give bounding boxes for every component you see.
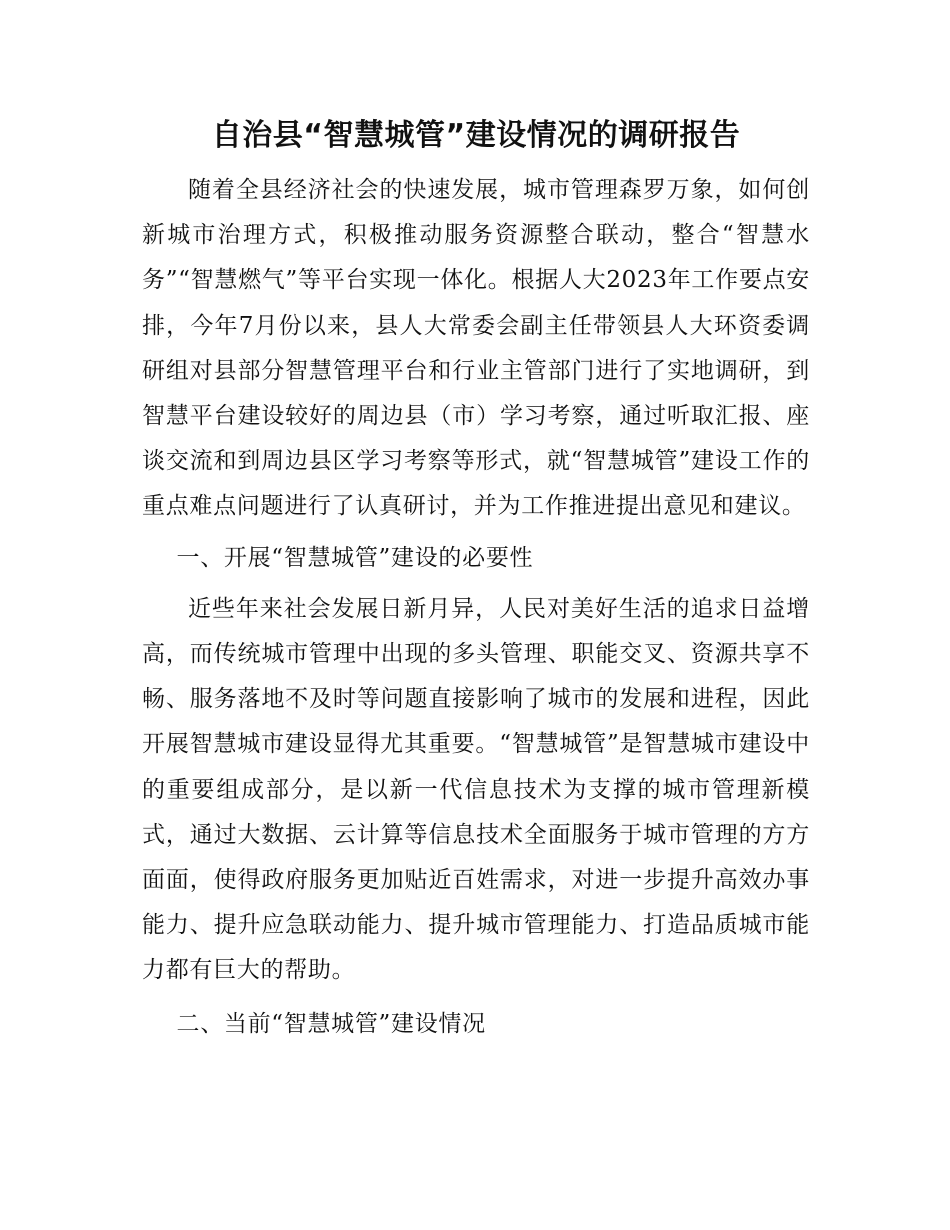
section-heading-2: 二、当前“智慧城管”建设情况 bbox=[176, 1010, 486, 1037]
document-title: 自治县“智慧城管”建设情况的调研报告 bbox=[211, 118, 741, 153]
intro-paragraph: 随着全县经济社会的快速发展，城市管理森罗万象，如何创新城市治理方式，积极推动服务资源整合联动，整合“智慧水务”“智慧燃气”等平台实现一体化。根据人大2023年工作要点安排，今年7月份以来，县人大常委会副主任带领县人大环资委调研组对县部分智慧管理平台和行业主管部门进行了实地调研，到智慧平台建设较好的周边县（市）学习考察，通过听取汇报、座谈交流和到周边县区学习考察等形式，就“智慧城管”建设工作的重点难点问题进行了认真研讨，并为工作推进提出意见和建议。 bbox=[142, 177, 810, 520]
document-page bbox=[142, 112, 810, 1047]
necessity-paragraph: 近些年来社会发展日新月异，人民对美好生活的追求日益增高，而传统城市管理中出现的多头管理、职能交叉、资源共享不畅、服务落地不及时等问题直接影响了城市的发展和进程，因此开展智慧城市建设显得尤其重要。“智慧城管”是智慧城市建设中的重要组成部分，是以新一代信息技术为支撑的城市管理新模式，通过大数据、云计算等信息技术全面服务于城市管理的方方面面，使得政府服务更加贴近百姓需求，对进一步提升高效办事能力、提升应急联动能力、提升城市管理能力、打造品质城市能力都有巨大的帮助。 bbox=[142, 595, 810, 984]
section-heading-1: 一、开展“智慧城管”建设的必要性 bbox=[176, 544, 534, 571]
